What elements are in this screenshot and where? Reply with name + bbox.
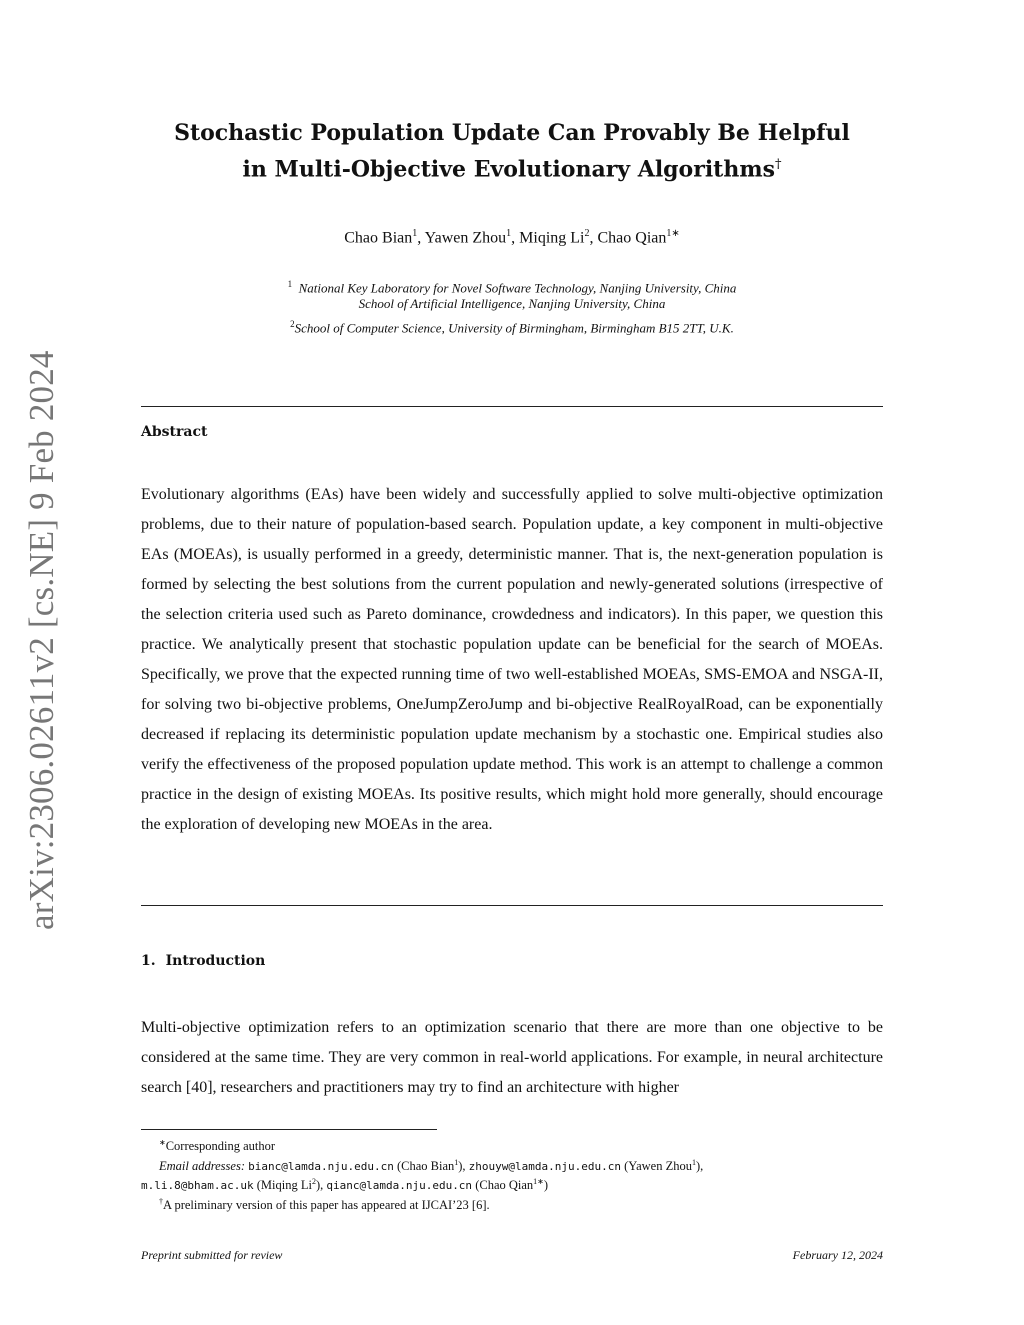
- abstract-heading: Abstract: [141, 424, 208, 440]
- footnote-text: A preliminary version of this paper has appeared at IJCAI’23 [6].: [163, 1198, 490, 1213]
- email-link[interactable]: bianc@lamda.nju.edu.cn: [248, 1159, 394, 1173]
- author-affil-mark: 1∗: [666, 228, 680, 239]
- author-affil-mark: 1: [412, 228, 418, 239]
- email-link[interactable]: qianc@lamda.nju.edu.cn: [326, 1179, 473, 1193]
- affiliation-1: [140, 276, 884, 312]
- author-name: Chao Qian: [597, 229, 667, 247]
- footnote-rule: [141, 1129, 437, 1130]
- footnote-mark: ∗: [159, 1138, 166, 1147]
- affiliation-mark: 1: [287, 279, 293, 289]
- email-owner: Chao Bian: [401, 1158, 455, 1173]
- email-link[interactable]: zhouyw@lamda.nju.edu.cn: [468, 1159, 621, 1173]
- email-owner-mark: 1∗: [533, 1177, 544, 1187]
- email-owner-mark: 2: [311, 1177, 316, 1187]
- title-line-2-text: in Multi-Objective Evolutionary Algorithms: [242, 156, 776, 183]
- footnote-emails-cont: m.li.8@bham.ac.uk (Miqing Li$^2$), qianc@lamda.nju.edu.cn (Chao Qian$^{1∗}$): [141, 1177, 549, 1193]
- footnotes: [141, 1135, 883, 1214]
- footnote-emails: Email addresses: bianc@lamda.nju.edu.cn (Chao Bian$^1$), zhouyw@lamda.nju.edu.cn (Yawen Zhou$^1$),: [159, 1157, 704, 1173]
- title-line-2: [140, 149, 884, 185]
- email-link[interactable]: m.li.8@bham.ac.uk: [141, 1179, 254, 1193]
- author-list: Chao Bian$^1$, Yawen Zhou$^1$, Miqing Li$^2$, Chao Qian$^{1∗}$: [344, 228, 680, 247]
- affiliation-text: School of Computer Science, University of Birmingham, Birmingham B15 2TT, U.K.: [294, 320, 734, 336]
- affiliation-text: National Key Laboratory for Novel Software Technology, Nanjing University, China: [298, 280, 737, 296]
- title-line-1: Stochastic Population Update Can Provably Be Helpful: [174, 120, 850, 146]
- author-affil-mark: 2: [584, 228, 590, 239]
- introduction-text: Multi-objective optimization refers to an optimization scenario that there are more than one objective to be considered at the same time. They are very common in real-world applications. For example, in neural architecture search [40], researchers and practitioners may try to find an architecture with higher: [141, 1019, 883, 1096]
- footnote-preliminary: [141, 1194, 883, 1214]
- arxiv-identifier-stamp[interactable]: arXiv:2306.02611v2 [cs.NE] 9 Feb 2024: [22, 350, 61, 930]
- abstract-text: Evolutionary algorithms (EAs) have been widely and successfully applied to solve multi-objective optimization problems, due to their nature of population-based search. Population update, a key component in multi-objective EAs (MOEAs), is usually performed in a greedy, deterministic manner. That is, the next-generation population is formed by selecting the best solutions from the current population and newly-generated solutions (irrespective of the selection criteria used such as Pareto dominance, crowdedness and indicators). In this paper, we question this practice. We analytically present that stochastic population update can be beneficial for the search of MOEAs. Specifically, we prove that the expected running time of two well-established MOEAs, SMS-EMOA and NSGA-II, for solving two bi-objective problems, OneJumpZeroJump and bi-objective RealRoyalRoad, can be exponentially decreased if replacing its deterministic population update mechanism by a stochastic one. Empirical studies also verify the effectiveness of the proposed population update method. This work is an attempt to challenge a common practice in the design of existing MOEAs. Its positive results, which might hold more generally, should encourage the exploration of developing new MOEAs in the area.: [141, 486, 883, 833]
- abstract-bottom-rule: [141, 905, 883, 906]
- paper-title: [140, 118, 884, 185]
- author-affil-mark: 1: [506, 228, 512, 239]
- footer-preprint-note: Preprint submitted for review: [141, 1248, 283, 1262]
- email-owner: Chao Qian: [479, 1178, 534, 1193]
- author-name: Chao Bian: [344, 229, 413, 247]
- email-owner-mark: 1: [691, 1157, 696, 1167]
- author-name: Yawen Zhou: [424, 229, 507, 247]
- footnote-mark: †: [159, 1196, 163, 1206]
- section-number: 1.: [141, 953, 156, 969]
- abstract-top-rule: [141, 406, 883, 407]
- footnote-text: Corresponding author: [165, 1139, 276, 1154]
- email-owner: Yawen Zhou: [628, 1158, 692, 1173]
- affiliation-1-line-2: School of Artificial Intelligence, Nanjing University, China: [358, 296, 666, 312]
- affiliation-mark: 2: [290, 319, 295, 329]
- section-title: Introduction: [165, 953, 266, 969]
- affiliation-1-line-1: [140, 276, 884, 296]
- email-owner-mark: 1: [454, 1157, 459, 1167]
- title-dagger: †: [775, 157, 782, 172]
- email-label: Email addresses:: [159, 1158, 245, 1173]
- affiliation-2: [140, 316, 884, 336]
- footer-date: February 12, 2024: [792, 1248, 883, 1262]
- page-footer: [141, 1248, 883, 1263]
- footnote-corresponding: [141, 1135, 883, 1155]
- section-heading-introduction: [141, 953, 265, 969]
- author-name: Miqing Li: [519, 229, 585, 247]
- email-owner: Miqing Li: [260, 1178, 312, 1193]
